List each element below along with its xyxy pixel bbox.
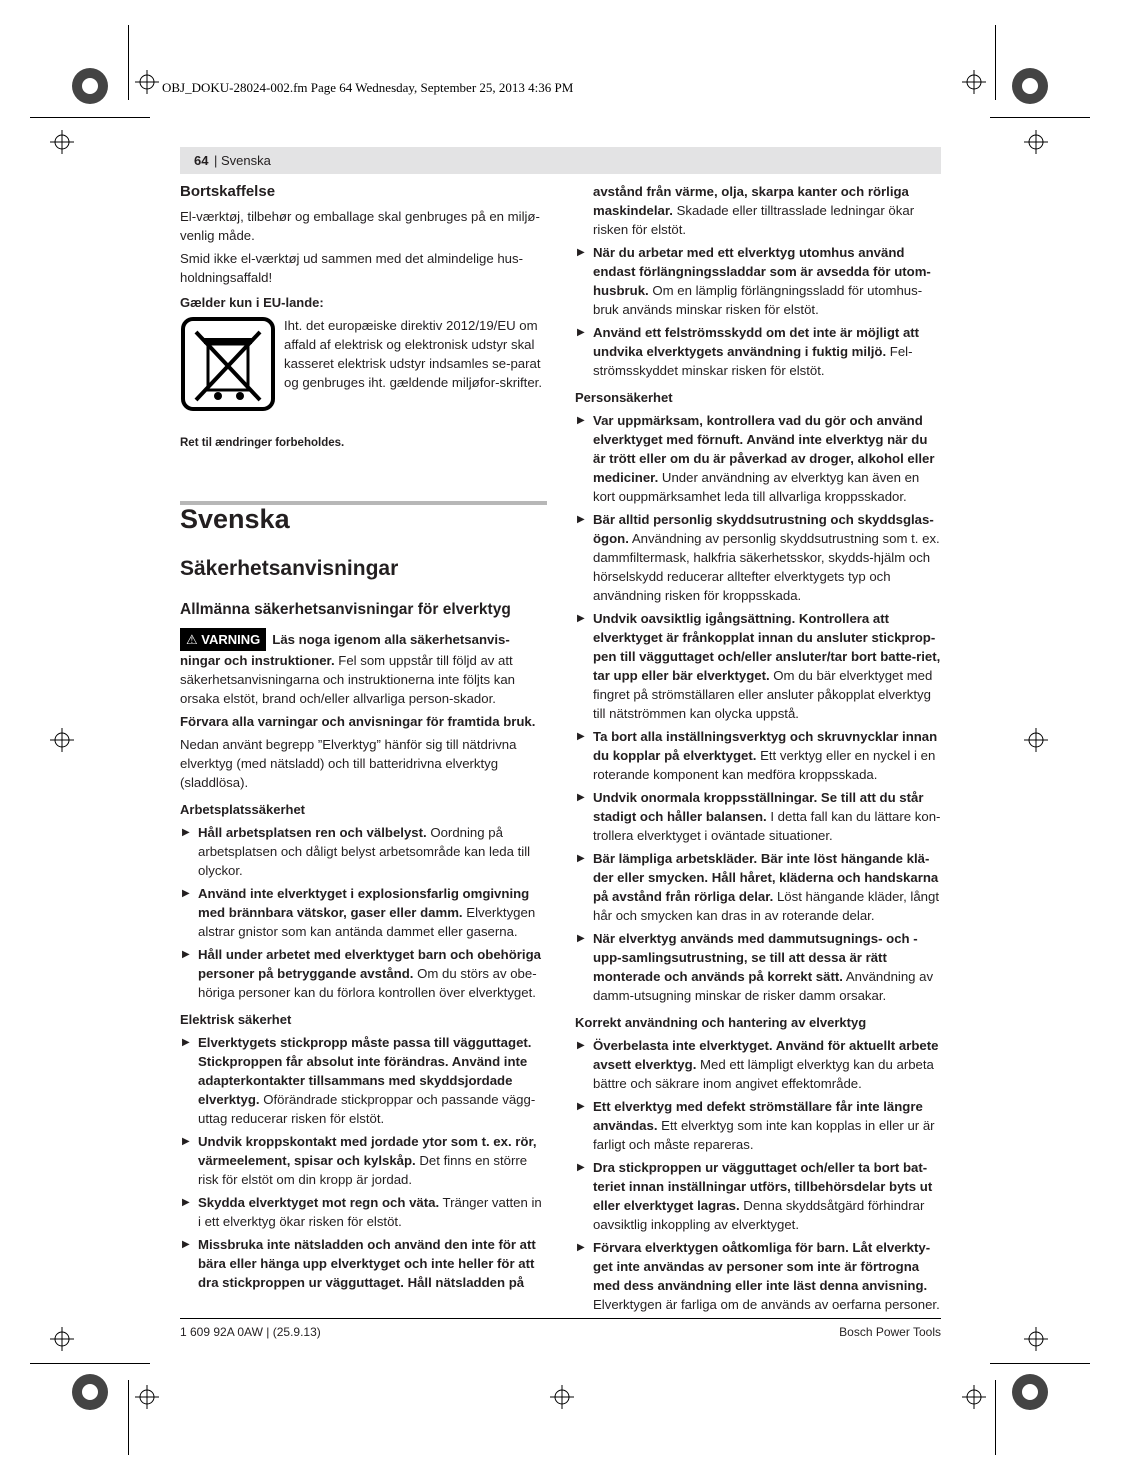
crosshair-icon	[962, 70, 986, 94]
crosshair-icon	[50, 130, 74, 154]
left-column-top	[180, 182, 548, 453]
crosshair-icon	[1024, 130, 1048, 154]
registration-mark-icon	[70, 1372, 110, 1412]
list-item: ▶ Håll under arbetet med elverktyget barn och obehöriga personer på betryggande avstånd. Om du störs av obe-höriga personer kan du förlora kontrollen över elverktyget.	[180, 945, 548, 1002]
list-item: ▶ Elverktygets stickpropp måste passa till vägguttaget. Stickproppen får absolut inte förändras. Använd inte adapterkontakter tillsammans med skyddsjordade elverktyg. Oförändrade stickproppar och passande vägg-uttag reducerar risken för elstöt.	[180, 1033, 548, 1128]
header-language: | Svenska	[214, 153, 271, 168]
left-column-bottom	[180, 628, 548, 1296]
list-item: ▶ Ta bort alla inställningsverktyg och skruvnycklar innan du kopplar på elverktyget. Ett verktyg eller en nyckel i en roterande komponent kan medföra kroppsskada.	[575, 727, 942, 784]
crosshair-icon	[50, 1327, 74, 1351]
list-item: ▶ Förvara elverktygen oåtkomliga för barn. Låt elverkty-get inte användas av personer som inte är förtrogna med dess användning eller inte läst denna anvisning. Elverktygen är farliga om de används av oerfarna personer.	[575, 1238, 942, 1314]
warning-icon: ⚠	[186, 632, 198, 647]
bortskaffelse-heading: Bortskaffelse	[180, 183, 276, 200]
sakerhet-title: Säkerhetsanvisningar	[180, 557, 399, 580]
registration-mark-icon	[70, 66, 110, 106]
footer-right: Bosch Power Tools	[839, 1325, 941, 1339]
warning-text: Fel som uppstår till följd av att säkerhetsanvisningarna och instruktionerna inte följts kan orsaka elstöt, brand och/eller allvarliga person-skador.	[180, 653, 516, 706]
crosshair-icon	[962, 1385, 986, 1409]
eu-block	[180, 316, 548, 412]
forvara-text: Förvara alla varningar och anvisningar för framtida bruk.	[180, 714, 536, 729]
eu-heading: Gælder kun i EU-lande:	[180, 295, 324, 310]
footer-rule	[180, 1318, 941, 1319]
arbets-heading: Arbetsplatssäkerhet	[180, 802, 305, 817]
warning-label: VARNING	[201, 632, 261, 647]
crosshair-icon	[50, 728, 74, 752]
weee-bin-icon	[180, 316, 276, 412]
nedan-text: Nedan använt begrepp ”Elverktyg” hänför sig till nätdrivna elverktyg (med nätsladd) och till batteridrivna elverktyg (sladdlösa).	[180, 737, 517, 790]
list-item: ▶ Håll arbetsplatsen ren och välbelyst. Oordning på arbetsplatsen och dåligt belyst arbetsområde kan leda till olyckor.	[180, 823, 548, 880]
warning-paragraph	[180, 628, 548, 708]
registration-mark-icon	[1010, 66, 1050, 106]
list-item: ▶ När du arbetar med ett elverktyg utomhus använd endast förlängningssladdar som är avsedda för utom-husbruk. Om en lämplig förlängningssladd för utomhus-bruk används minskar risken för elstöt.	[575, 243, 942, 319]
list-item: ▶ Använd inte elverktyget i explosionsfarlig omgivning med brännbara vätskor, gaser eller damm. Elverktygen alstrar gnistor som kan antända dammet eller gaserna.	[180, 884, 548, 941]
list-item: ▶ Skydda elverktyget mot regn och väta. Tränger vatten in i ett elverktyg ökar risken för elstöt.	[180, 1193, 548, 1231]
warning-bold: Läs noga igenom alla säkerhetsanvis-ningar och instruktioner.	[180, 632, 510, 668]
list-item: ▶ Bär alltid personlig skyddsutrustning och skyddsglas-ögon. Användning av personlig skyddsutrustning som t. ex. dammfiltermask, halkfria säkerhetsskor, skydds-hjälm och hörselskydd reducerar alltefter elverktygets typ och användning risken för kroppsskada.	[575, 510, 942, 605]
paragraph: Smid ikke el-værktøj ud sammen med det almindelige hus-holdningsaffald!	[180, 251, 524, 285]
crosshair-icon	[1024, 1327, 1048, 1351]
list-item: ▶ Dra stickproppen ur vägguttaget och/eller ta bort bat-teriet innan inställningar utförs, tillbehörsdelar byts ut eller elverktyget lagras. Denna skyddsåtgärd förhindrar oavsiktlig inkoppling av elverktyget.	[575, 1158, 942, 1234]
page-number: 64	[194, 153, 209, 168]
list-item: ▶ Överbelasta inte elverktyget. Använd för aktuellt arbete avsett elverktyg. Med ett lämpligt elverktyg kan du arbeta bättre och säkrare inom angivet effektområde.	[575, 1036, 942, 1093]
crosshair-icon	[1024, 728, 1048, 752]
paragraph: El-værktøj, tilbehør og emballage skal genbruges på en miljø-venlig måde.	[180, 209, 540, 243]
list-item: ▶ Undvik oavsiktlig igångsättning. Kontrollera att elverktyget är frånkopplat innan du ansluter stickprop-pen till vägguttaget och/eller ansluter/tar bort batte-riet, tar upp eller bär elverktyget. Om du bär elverktyget med fingret på strömställaren eller ansluter påkopplat elverktyg till nätströmmen kan olycka uppstå.	[575, 609, 942, 723]
list-item: ▶ Använd ett felströmsskydd om det inte är möjligt att undvika elverktygets användning i fuktig miljö. Fel-strömsskyddet minskar risken för elstöt.	[575, 323, 942, 380]
korrekt-heading: Korrekt användning och hantering av elverktyg	[575, 1015, 867, 1030]
list-item: ▶ Var uppmärksam, kontrollera vad du gör och använd elverktyget med förnuft. Använd inte elverktyg när du är trött eller om du är påverkad av droger, alkohol eller mediciner. Under användning av elverktyg kan även en kort ouppmärksamhet leda till allvarliga kroppsskador.	[575, 411, 942, 506]
list-item: ▶ När elverktyg används med dammutsugnings- och -upp-samlingsutrustning, se till att dessa är rätt monterade och används på korrekt sätt. Användning av damm-utsugning minskar de risker damm orsakar.	[575, 929, 942, 1005]
crosshair-icon	[550, 1385, 574, 1409]
eu-text: Iht. det europæiske direktiv 2012/19/EU om affald af elektrisk og elektronisk udstyr skal kasseret elektrisk udstyr indsamles se-parat og genbruges iht. gældende miljøfor-skrifter.	[284, 318, 543, 390]
person-heading: Personsäkerhet	[575, 390, 673, 405]
list-item: ▶ Undvik onormala kroppsställningar. Se till att du står stadigt och håller balansen. I detta fall kan du lättare kon-trollera elverktyget i oväntade situationer.	[575, 788, 942, 845]
print-info: OBJ_DOKU-28024-002.fm Page 64 Wednesday, September 25, 2013 4:36 PM	[162, 80, 574, 95]
allmanna-title: Allmänna säkerhetsanvisningar för elverktyg	[180, 601, 511, 618]
list-item: ▶ Missbruka inte nätsladden och använd den inte för att bära eller hänga upp elverktyget och inte heller för att dra stickproppen ur vägguttaget. Håll nätsladden på	[180, 1235, 548, 1292]
list-item: ▶ Undvik kroppskontakt med jordade ytor som t. ex. rör, värmeelement, spisar och kylskåp. Det finns en större risk för elstöt om din kropp är jordad.	[180, 1132, 548, 1189]
warning-badge	[180, 628, 266, 651]
footer-left: 1 609 92A 0AW | (25.9.13)	[180, 1325, 321, 1339]
page-header	[180, 147, 941, 174]
ret-text: Ret til ændringer forbeholdes.	[180, 437, 345, 449]
continued-paragraph: avstånd från värme, olja, skarpa kanter och rörliga maskindelar. Skadade eller tilltrasslade ledningar ökar risken för elstöt.	[593, 184, 915, 237]
right-column	[575, 182, 942, 1318]
registration-mark-icon	[1010, 1372, 1050, 1412]
svenska-title: Svenska	[180, 504, 290, 534]
elek-heading: Elektrisk säkerhet	[180, 1012, 292, 1027]
crosshair-icon	[135, 70, 159, 94]
list-item: ▶ Ett elverktyg med defekt strömställare får inte längre användas. Ett elverktyg som inte kan kopplas in eller ur är farligt och måste repareras.	[575, 1097, 942, 1154]
list-item: ▶ Bär lämpliga arbetskläder. Bär inte löst hängande klä-der eller smycken. Håll håret, kläderna och handskarna på avstånd från rörliga delar. Löst hängande kläder, långt hår och smycken kan dras in av roterande delar.	[575, 849, 942, 925]
crosshair-icon	[135, 1385, 159, 1409]
